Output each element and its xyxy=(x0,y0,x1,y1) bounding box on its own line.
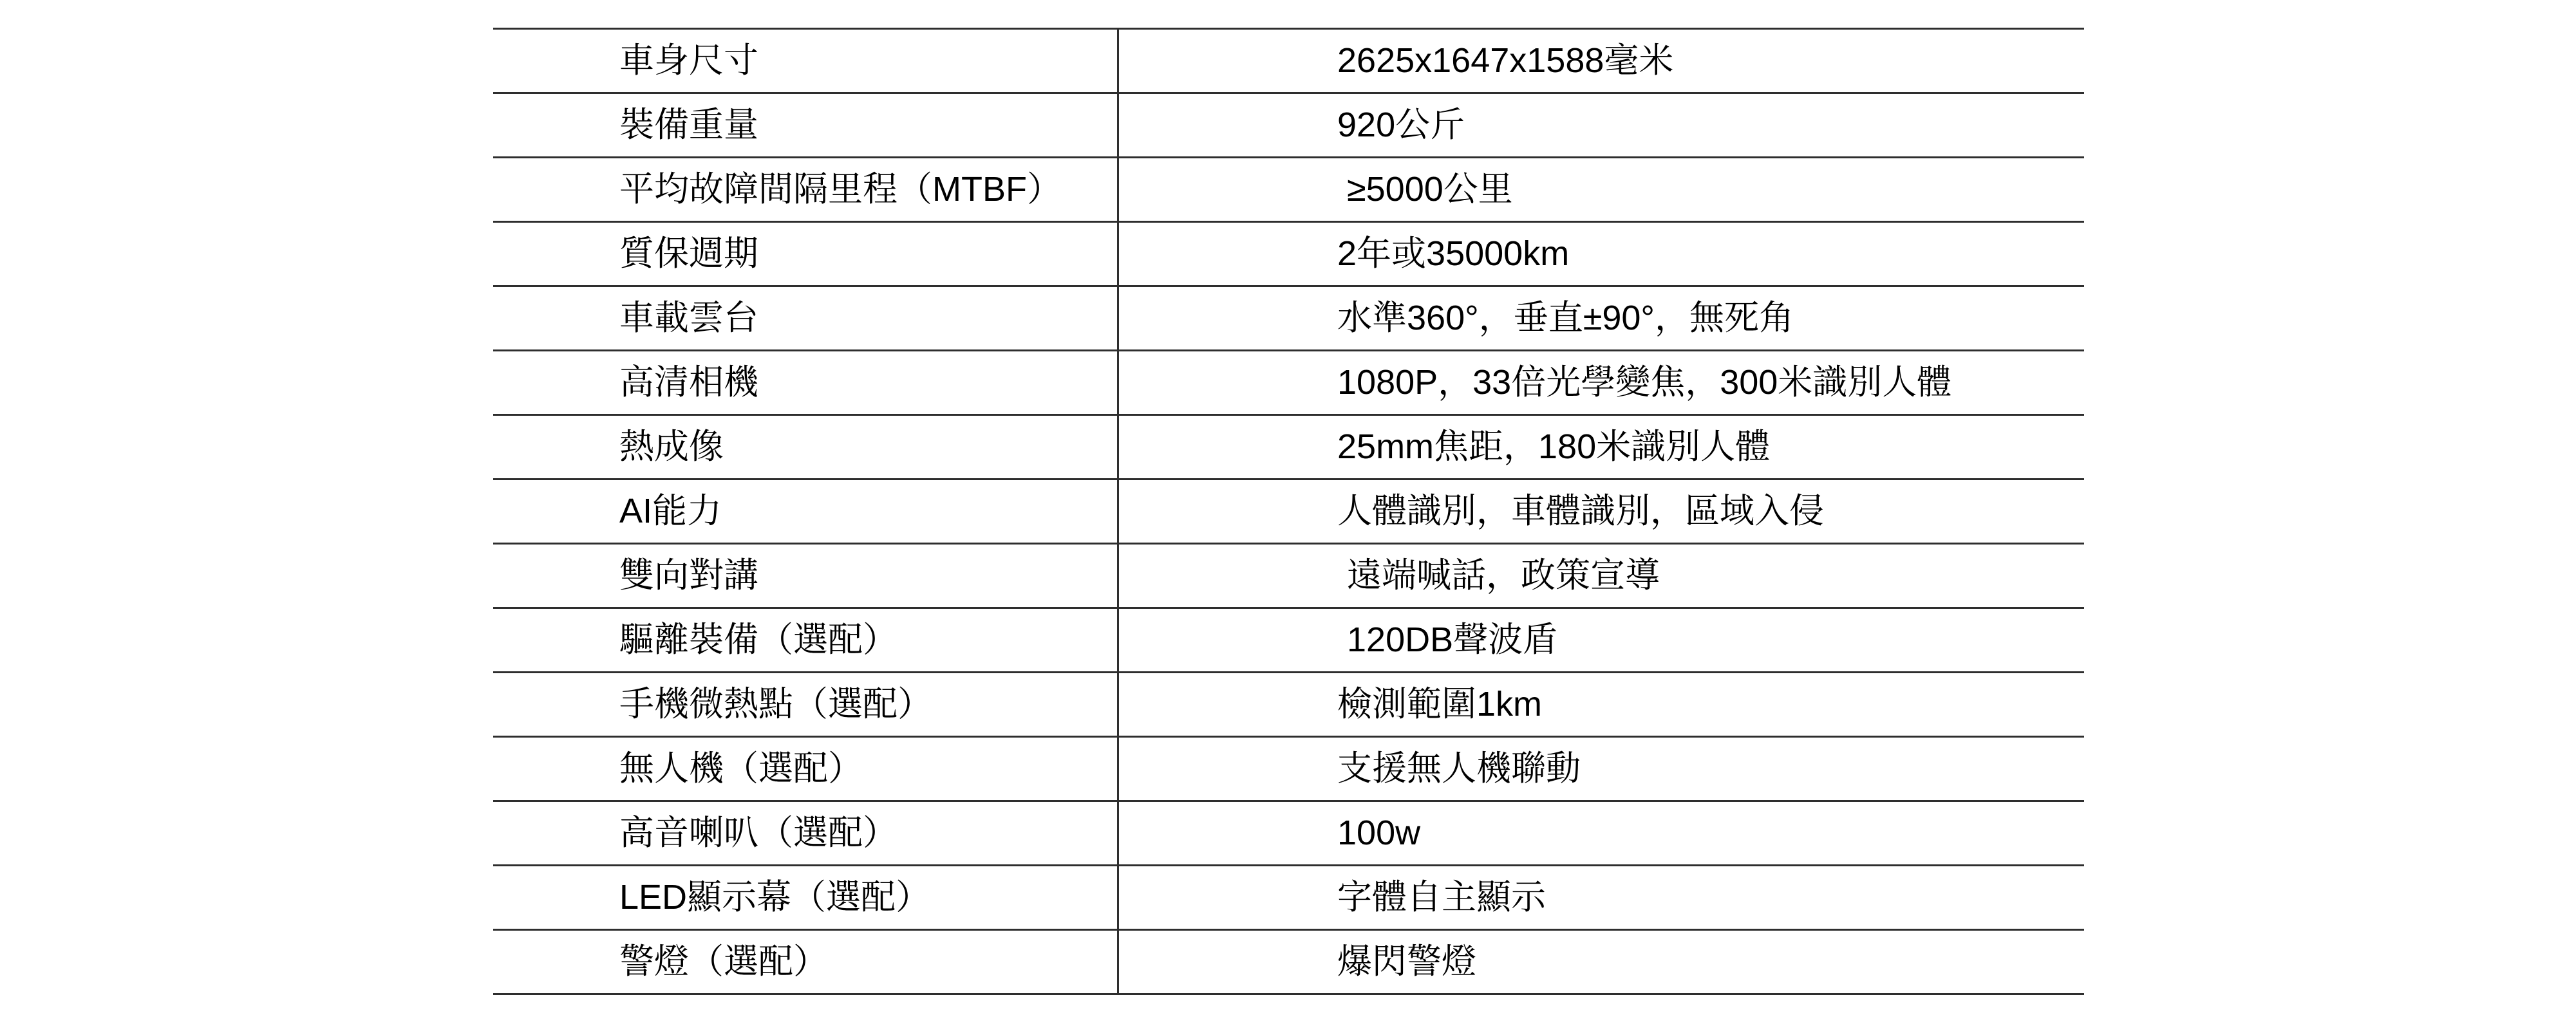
spec-name-cell xyxy=(493,673,1119,736)
table-row xyxy=(493,931,2084,995)
spec-name: 雙向對講 xyxy=(619,555,758,595)
spec-value: 2年或35000km xyxy=(1337,234,1570,273)
spec-name-cell xyxy=(493,609,1119,671)
spec-value-cell xyxy=(1119,802,2084,864)
table-row xyxy=(493,30,2084,94)
spec-value-cell xyxy=(1119,223,2084,285)
spec-value-cell xyxy=(1119,931,2084,993)
spec-value: 爆閃警燈 xyxy=(1337,942,1476,981)
spec-name: 高清相機 xyxy=(619,362,758,402)
spec-value: 2625x1647x1588毫米 xyxy=(1337,41,1674,80)
spec-name-cell xyxy=(493,931,1119,993)
table-row xyxy=(493,94,2084,158)
table-row xyxy=(493,673,2084,738)
table-row xyxy=(493,609,2084,673)
spec-value: 水準360°，垂直±90°，無死角 xyxy=(1337,298,1794,337)
spec-name: 車身尺寸 xyxy=(619,41,758,80)
spec-name: 手機微熱點（選配） xyxy=(619,684,932,723)
table-row xyxy=(493,158,2084,223)
spec-name-cell xyxy=(493,287,1119,349)
spec-name: 平均故障間隔里程（MTBF） xyxy=(619,169,1062,209)
spec-name-cell xyxy=(493,223,1119,285)
spec-name-cell xyxy=(493,738,1119,800)
table-row xyxy=(493,480,2084,544)
spec-value: 人體識別，車體識別，區域入侵 xyxy=(1337,491,1824,530)
spec-name-cell xyxy=(493,94,1119,156)
spec-value-cell xyxy=(1119,351,2084,414)
spec-value-cell xyxy=(1119,158,2084,221)
spec-name-cell xyxy=(493,544,1119,607)
spec-value: 25mm焦距，180米識別人體 xyxy=(1337,427,1771,466)
spec-name: 驅離裝備（選配） xyxy=(619,620,898,659)
spec-value: 遠端喊話，政策宣導 xyxy=(1337,555,1660,595)
spec-name-cell xyxy=(493,866,1119,929)
spec-value-cell xyxy=(1119,30,2084,92)
spec-value: 字體自主顯示 xyxy=(1337,877,1546,917)
table-row xyxy=(493,866,2084,931)
table-row xyxy=(493,287,2084,351)
table-row xyxy=(493,802,2084,866)
spec-name: 熱成像 xyxy=(619,427,724,466)
spec-value-cell xyxy=(1119,866,2084,929)
spec-value: 1080P，33倍光學變焦，300米識別人體 xyxy=(1337,362,1952,402)
spec-name: AI能力 xyxy=(619,491,722,530)
spec-value-cell xyxy=(1119,738,2084,800)
spec-name-cell xyxy=(493,480,1119,543)
spec-name: 無人機（選配） xyxy=(619,749,863,788)
spec-value-cell xyxy=(1119,544,2084,607)
spec-name: 高音喇叭（選配） xyxy=(619,813,898,852)
spec-value: ≥5000公里 xyxy=(1337,169,1513,209)
spec-table xyxy=(493,28,2084,995)
spec-name-cell xyxy=(493,30,1119,92)
spec-value-cell xyxy=(1119,94,2084,156)
table-row xyxy=(493,738,2084,802)
spec-value: 120DB聲波盾 xyxy=(1337,620,1558,659)
spec-name: LED顯示幕（選配） xyxy=(619,877,931,917)
spec-value-cell xyxy=(1119,287,2084,349)
table-row xyxy=(493,544,2084,609)
spec-value: 920公斤 xyxy=(1337,105,1465,144)
spec-name: 裝備重量 xyxy=(619,105,758,144)
spec-name: 車載雲台 xyxy=(619,298,758,337)
spec-value: 檢測範圍1km xyxy=(1337,684,1543,723)
table-row xyxy=(493,351,2084,416)
spec-name-cell xyxy=(493,802,1119,864)
spec-value-cell xyxy=(1119,609,2084,671)
spec-value-cell xyxy=(1119,480,2084,543)
spec-value-cell xyxy=(1119,416,2084,478)
spec-name-cell xyxy=(493,416,1119,478)
spec-value: 支援無人機聯動 xyxy=(1337,749,1581,788)
spec-name: 警燈（選配） xyxy=(619,942,828,981)
spec-name-cell xyxy=(493,351,1119,414)
spec-name: 質保週期 xyxy=(619,234,758,273)
spec-value-cell xyxy=(1119,673,2084,736)
table-row xyxy=(493,223,2084,287)
spec-value: 100w xyxy=(1337,813,1421,852)
spec-name-cell xyxy=(493,158,1119,221)
table-row xyxy=(493,416,2084,480)
